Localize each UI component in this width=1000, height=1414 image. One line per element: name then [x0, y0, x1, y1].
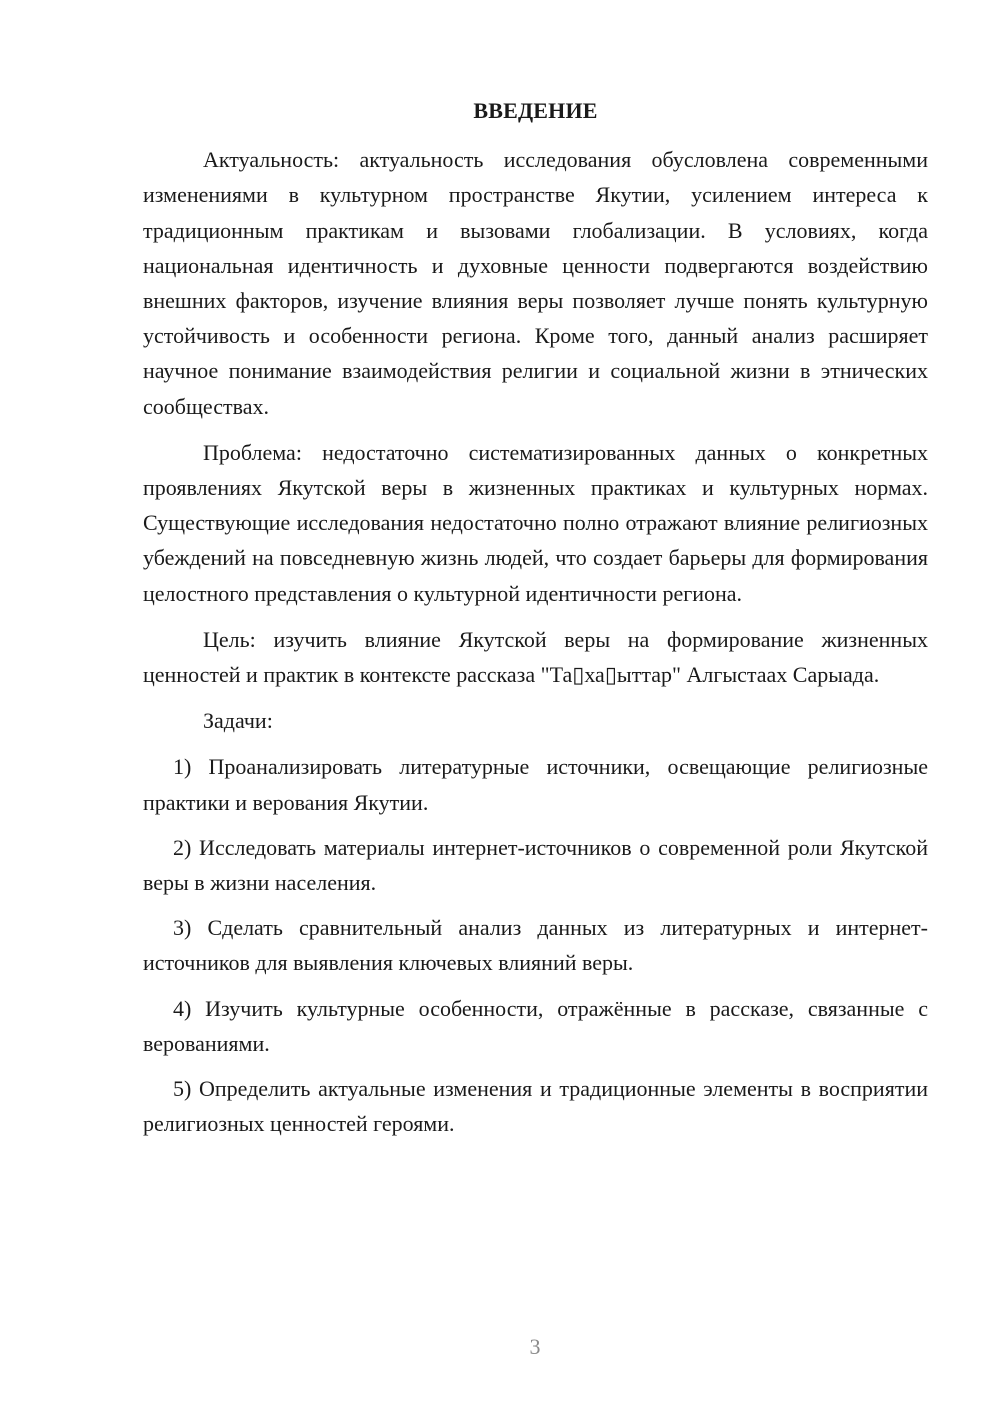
problem-paragraph: Проблема: недостаточно систематизированных данных о конкретных проявлениях Якутской веры в жизненных практиках и культурных нормах. Существующие исследования недостаточно полно отражают влияние религиозных убеждений на повседневную жизнь людей, что создает барьеры для формирования целостного представления о культурной идентичности региона. [143, 439, 928, 606]
task-item: 4) Изучить культурные особенности, отражённые в рассказе, связанные с верованиями. [143, 995, 928, 1056]
page-number: 3 [529, 1334, 541, 1359]
task-item: 2) Исследовать материалы интернет-источников о современной роли Якутской веры в жизни населения. [143, 834, 928, 896]
section-heading: ВВЕДЕНИЕ [473, 98, 598, 123]
task-item: 1) Проанализировать литературные источники, освещающие религиозные практики и верования Якутии. [143, 754, 928, 815]
task-item: 3) Сделать сравнительный анализ данных из литературных и интернет-источников для выявления ключевых влияний веры. [143, 915, 928, 976]
task-item: 5) Определить актуальные изменения и традиционные элементы в восприятии религиозных ценностей героями. [143, 1076, 928, 1137]
document-body [143, 93, 928, 1151]
goal-paragraph: Цель: изучить влияние Якутской веры на формирование жизненных ценностей и практик в контексте рассказа "Та▯ха▯ыттар" Алгыстаах Сарыада. [143, 626, 928, 688]
relevance-paragraph: Актуальность: актуальность исследования обусловлена современными изменениями в культурном пространстве Якутии, усилением интереса к традиционным практикам и вызовами глобализации. В условиях, когда национальная идентичность и духовные ценности подвергаются воздействию внешних факторов, изучение влияния веры позволяет лучше понять культурную устойчивость и особенности региона. Кроме того, данный анализ расширяет научное понимание взаимодействия религии и социальной жизни в этнических сообществах. [143, 147, 928, 419]
tasks-title: Задачи: [203, 708, 273, 734]
